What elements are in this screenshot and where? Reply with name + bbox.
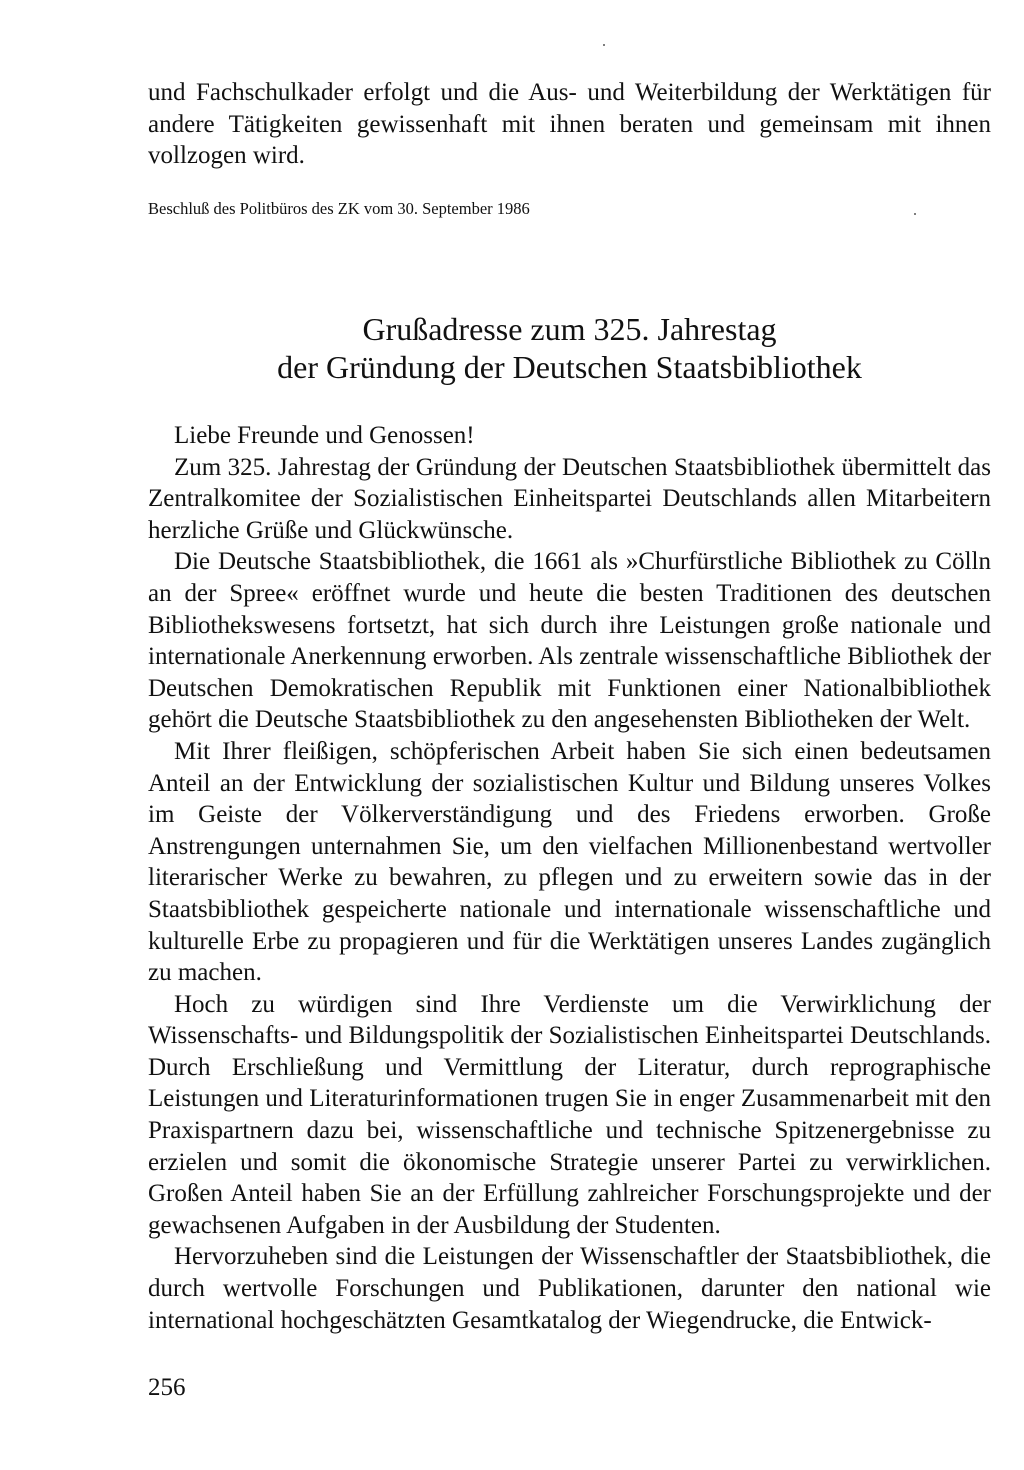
body-paragraph: Zum 325. Jahrestag der Gründung der Deutschen Staatsbibliothek übermittelt das Zentralkomitee der Sozialistischen Einheitspartei Deutschlands allen Mitarbeitern herzliche Grüße und Glückwünsche. — [148, 453, 991, 544]
section-title — [148, 310, 991, 386]
body-paragraph: Hervorzuheben sind die Leistungen der Wissenschaftler der Staatsbibliothek, die durch wertvolle Forschungen und Publikationen, darunter den national wie international hochgeschätzten Gesamtkatalog der Wiegendrucke, die Entwick- — [148, 1243, 991, 1334]
intro-paragraph: und Fachschulkader erfolgt und die Aus- und Weiterbildung der Werktätigen für andere Tätigkeiten gewissenhaft mit ihnen beraten und gemeinsam mit ihnen vollzogen wird. — [148, 79, 991, 170]
title-line-1: Grußadresse zum 325. Jahrestag — [362, 311, 777, 347]
source-line: Beschluß des Politbüros des ZK vom 30. September 1986 — [148, 199, 530, 218]
letter-body — [148, 420, 991, 1336]
body-paragraph: Mit Ihrer fleißigen, schöpferischen Arbeit haben Sie sich einen bedeutsamen Anteil an der Entwicklung der sozialistischen Kultur und Bildung unseres Volkes im Geiste der Völkerverständigung und des Friedens erworben. Große Anstrengungen unternahmen Sie, um den vielfachen Millionenbestand wertvoller literarischer Werke zu bewahren, zu pflegen und zu erweitern sowie das in der Staatsbibliothek gespeicherte nationale und internationale wissenschaftliche und kulturelle Erbe zu propagieren und für die Werktätigen unseres Landes zugänglich zu machen. — [148, 737, 991, 987]
scan-speck — [603, 44, 605, 46]
body-paragraph: Hoch zu würdigen sind Ihre Verdienste um die Verwirklichung der Wissenschafts- und Bildungspolitik der Sozialistischen Einheitspartei Deutschlands. Durch Erschließung und Vermittlung der Literatur, durch reprographische Leistungen und Literaturinformationen trugen Sie in enger Zusammenarbeit mit den Praxispartnern dazu bei, wissenschaftliche und technische Spitzenergebnisse zu erzielen und somit die ökonomische Strategie unserer Partei zu verwirklichen. Großen Anteil haben Sie an der Erfüllung zahlreicher Forschungsprojekte und der gewachsenen Aufgaben in der Ausbildung der Studenten. — [148, 990, 991, 1239]
body-paragraph: Die Deutsche Staatsbibliothek, die 1661 als »Churfürstliche Bibliothek zu Cölln an der Spree« eröffnet wurde und heute die besten Traditionen des deutschen Bibliothekswesens fortsetzt, hat sich durch ihre Leistungen große nationale und internationale Anerkennung erworben. Als zentrale wissenschaftliche Bibliothek der Deutschen Demokratischen Republik mit Funktionen einer Nationalbibliothek gehört die Deutsche Staatsbibliothek zu den angesehensten Bibliotheken der Welt. — [148, 548, 991, 734]
scan-speck — [914, 213, 916, 215]
salutation: Liebe Freunde und Genossen! — [174, 422, 475, 449]
page-number: 256 — [148, 1374, 186, 1401]
title-line-2: der Gründung der Deutschen Staatsbibliothek — [277, 349, 862, 385]
intro-block — [148, 77, 991, 172]
